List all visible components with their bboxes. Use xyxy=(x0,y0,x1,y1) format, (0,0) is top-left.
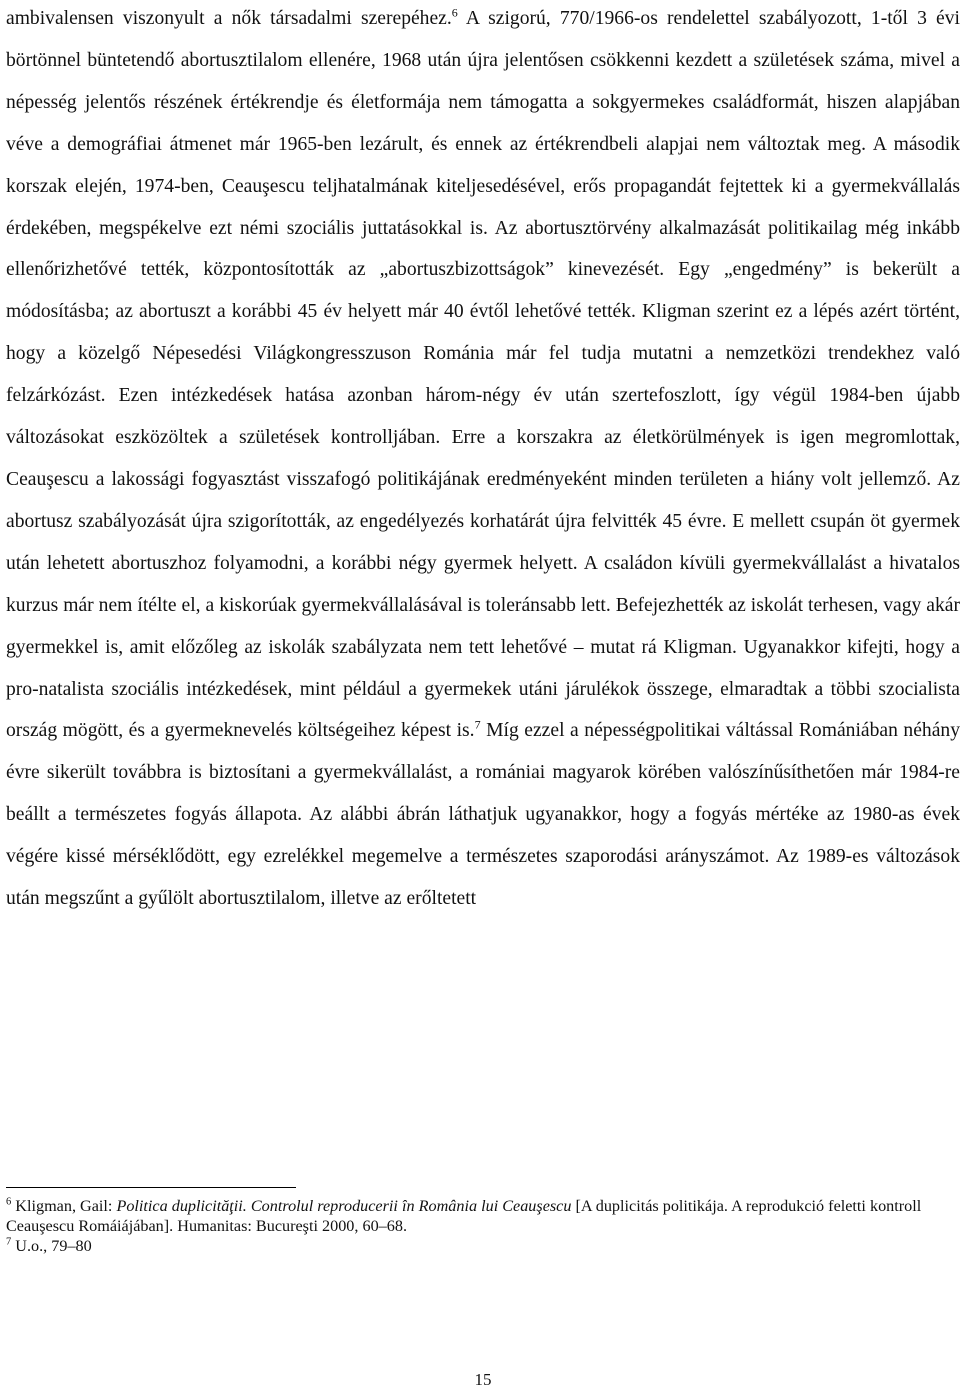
body-text-part-1: ambivalensen viszonyult a nők társadalmi szerepéhez. xyxy=(6,8,452,29)
footnote-citation: [A duplicitás politikája. A reprodukció feletti kontroll Ceauşescu Romáiájában]. Humanitas: Bucureşti 2000, 60–68. xyxy=(6,1197,922,1235)
footnote-separator xyxy=(6,1187,296,1188)
footnote-author: Kligman, Gail: xyxy=(11,1197,117,1215)
footnote-citation: U.o., 79–80 xyxy=(11,1237,92,1255)
body-text-part-3: Míg ezzel a népességpolitikai váltással Romániában néhány évre sikerült továbbra is biztosítani a gyermekvállalást, a romániai magyarok körében valószínűsíthetően már 1984-re beállt a természetes fogyás állapota. Az alábbi ábrán láthatjuk ugyanakkor, hogy a fogyás mértéke az 1980-as évek végére kissé mérséklődött, egy ezrelékkel megemelve a természetes szaporodási arányszámot. Az 1989-es változások után megszűnt a gyűlölt abortusztilalom, illetve az erőltetett xyxy=(6,720,960,910)
footnote-number: 7 xyxy=(6,1236,12,1248)
document-page xyxy=(6,0,960,1389)
page-number: 15 xyxy=(474,1370,492,1389)
footnote-reference-6[interactable]: 6 xyxy=(451,5,458,20)
footnote-6 xyxy=(6,1196,960,1236)
footnote-book-title: Politica duplicităţii. Controlul reproducerii în România lui Ceauşescu xyxy=(116,1197,572,1215)
footnote-reference-7[interactable]: 7 xyxy=(474,717,481,732)
footnote-7 xyxy=(6,1236,960,1256)
body-paragraph xyxy=(6,0,960,920)
body-text-part-2: A szigorú, 770/1966-os rendelettel szabályozott, 1-től 3 évi börtönnel büntetendő abortusztilalom ellenére, 1968 után újra jelentősen csökkenni kezdett a születések száma, mivel a népesség jelentős részének értékrendje és életformája nem támogatta a sokgyermekes családformát, hiszen alapjában véve a demográfiai átmenet már 1965-ben lezárult, és ennek az értékrendbeli alapjai nem változtak meg. A második korszak elején, 1974-ben, Ceauşescu teljhatalmának kiteljesedésével, erős propagandát fejtettek ki a gyermekvállalás érdekében, megspékelve ezt némi szociális juttatásokkal is. Az abortusztörvény alkalmazását politikailag még inkább ellenőrizhetővé tették, központosították az „abortuszbizottságok” kinevezését. Egy „engedmény” is bekerült a módosításba; az abortuszt a korábbi 45 év helyett már 40 évtől lehetővé tették. Kligman szerint ez a lépés azért történt, hogy a közelgő Népesedési Világkongresszuson Románia már fel tudja mutatni a nemzetközi trendekhez való felzárkózást. Ezen intézkedések hatása azonban három-négy év után szertefoszlott, így végül 1984-ben újabb változásokat eszközöltek a születések kontrolljában. Erre a korszakra az életkörülmények is igen megromlottak, Ceauşescu a lakossági fogyasztást visszafogó politikájának eredményeként minden területen a hiány volt jellemző. Az abortusz szabályozását újra szigorították, az engedélyezés korhatárát újra felvitték 45 évre. E mellett csupán öt gyermek után lehetett abortuszhoz folyamodni, a korábbi négy gyermek helyett. A családon kívüli gyermekvállalást a hivatalos kurzus már nem ítélte el, a kiskorúak gyermekvállalásával is toleránsabb lett. Befejezhették az iskolát terhesen, vagy akár gyermekkel is, amit előzőleg az iskolák szabályzata nem tett lehetővé – mutat rá Kligman. Ugyanakkor kifejti, hogy a pro-natalista szociális intézkedések, mint például a gyermekek utáni járulékok összege, elmaradtak a többi szocialista ország mögött, és a gyermeknevelés költségeihez képest is. xyxy=(6,8,960,742)
footnote-number: 6 xyxy=(6,1196,12,1208)
footnotes xyxy=(6,1196,960,1256)
